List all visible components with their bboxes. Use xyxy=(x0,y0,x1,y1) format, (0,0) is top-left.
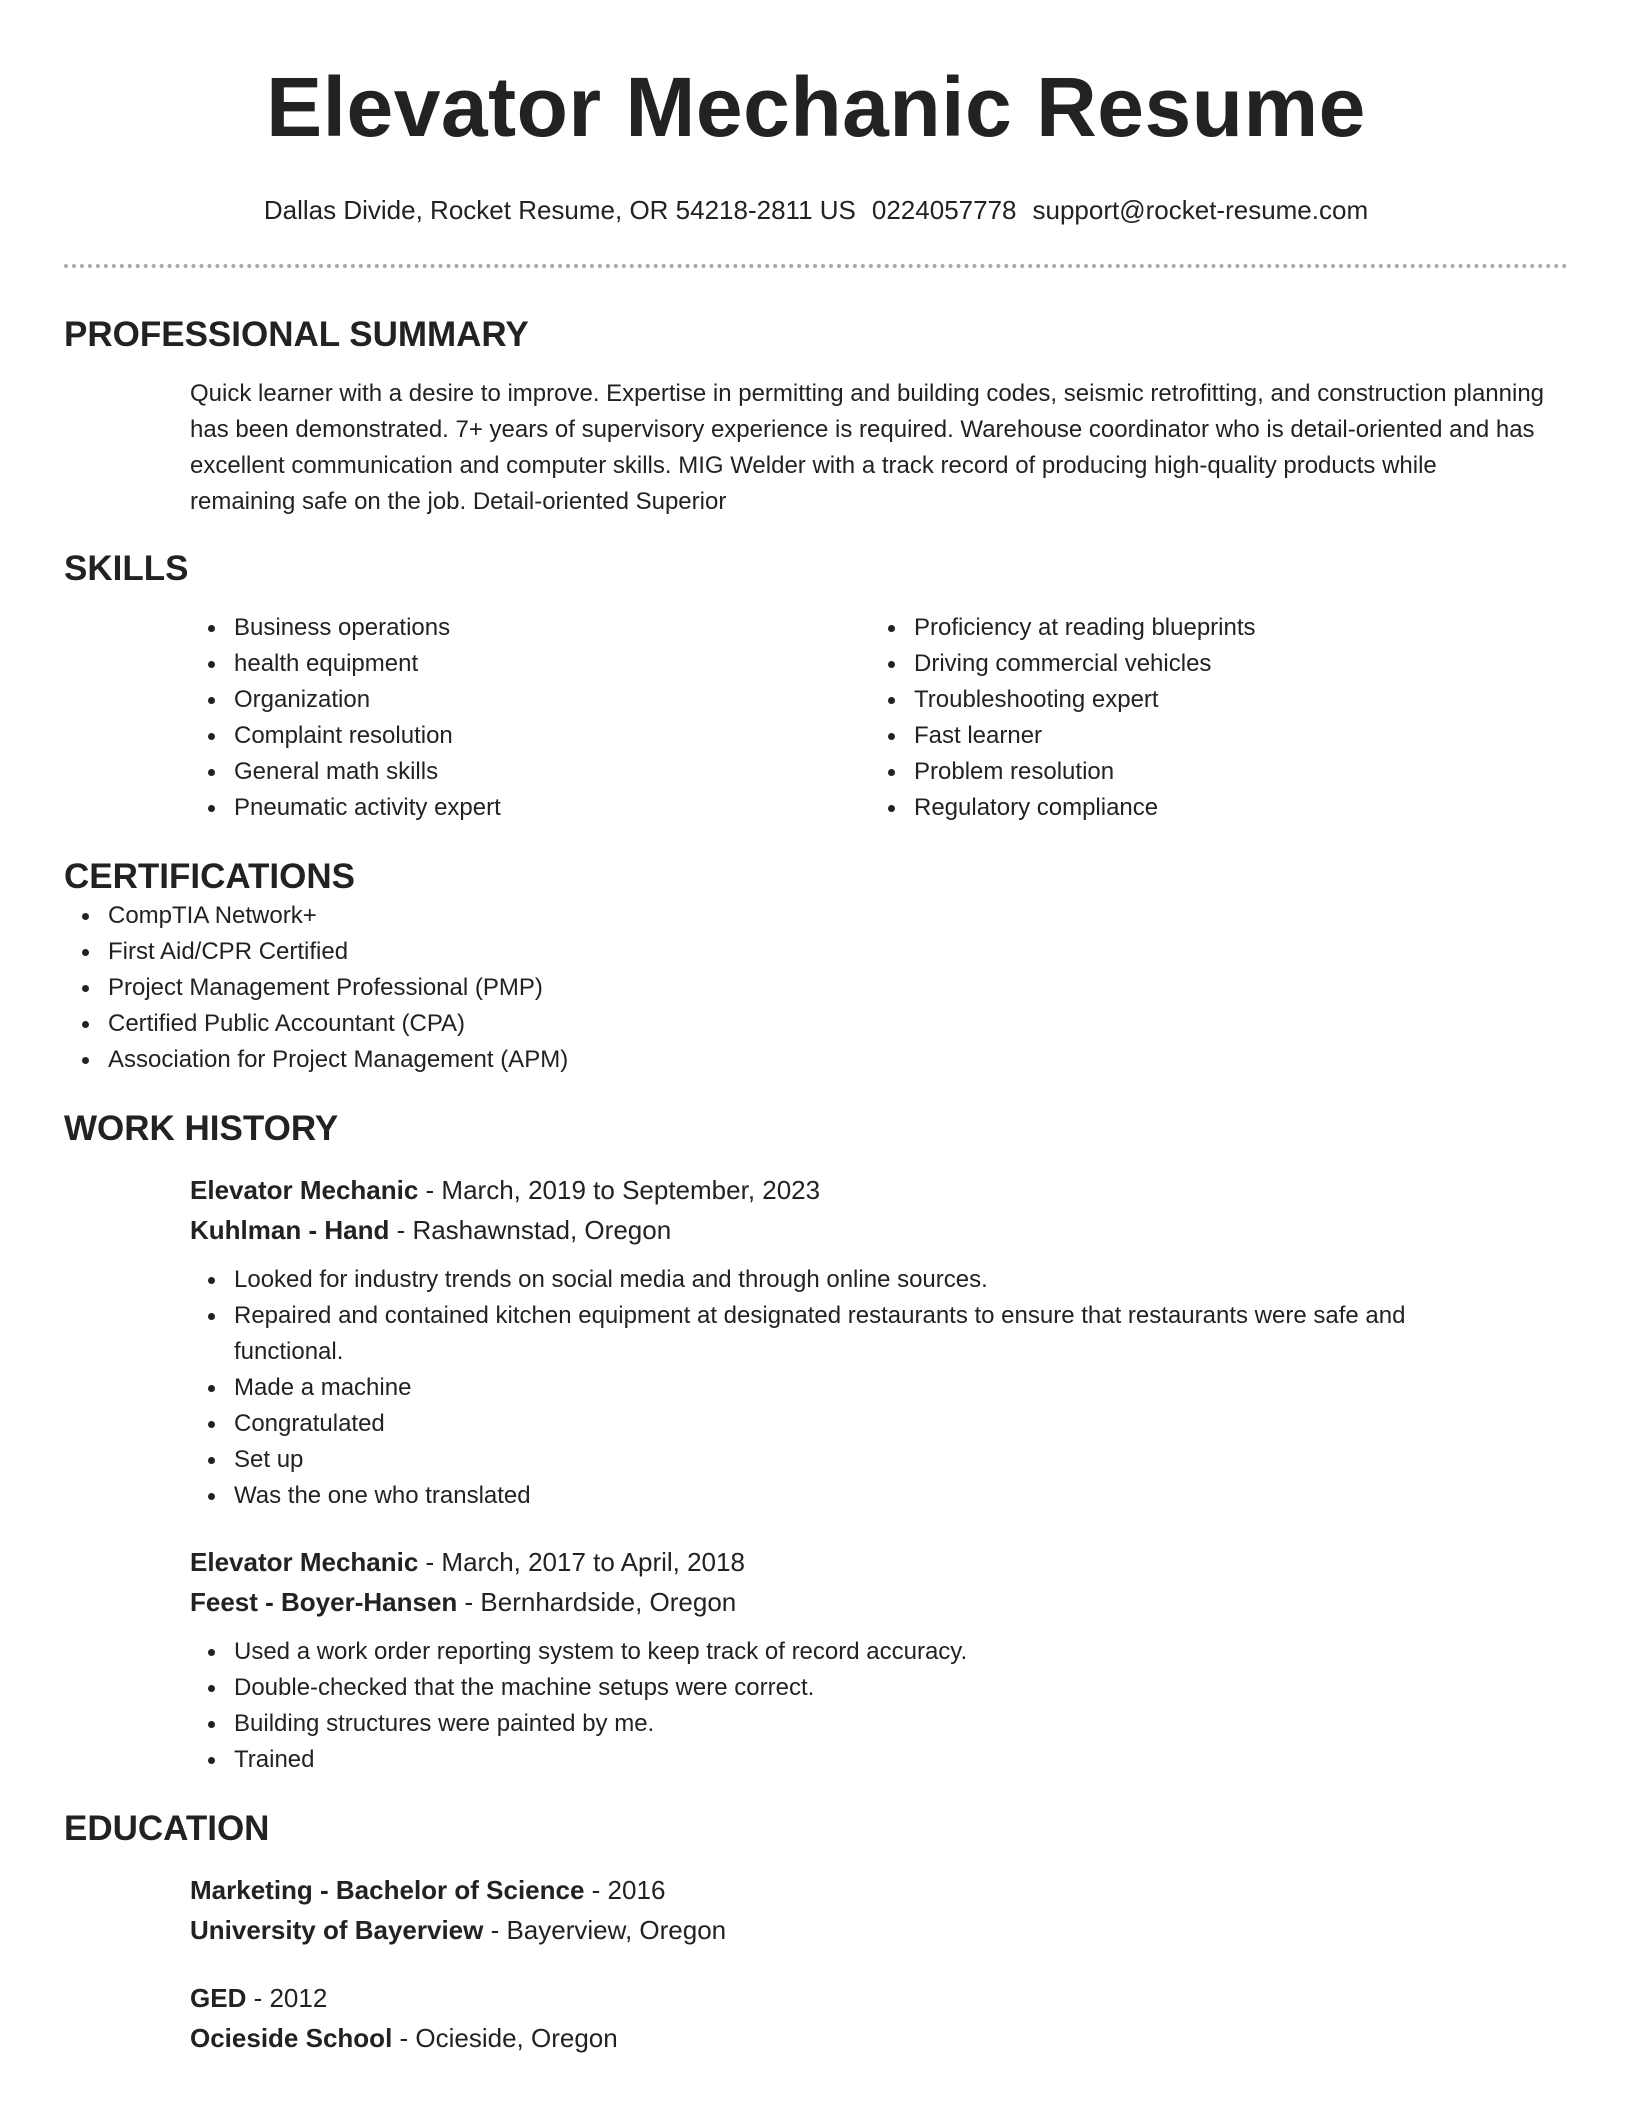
job-bullet: Building structures were painted by me. xyxy=(190,1706,1510,1742)
skill-item: health equipment xyxy=(190,646,870,682)
job-bullet: Trained xyxy=(190,1742,1510,1778)
education-degree-line xyxy=(190,1978,1568,2018)
certification-item: CompTIA Network+ xyxy=(64,898,1568,934)
skill-item: General math skills xyxy=(190,754,870,790)
job-location: - Bernhardside, Oregon xyxy=(457,1587,737,1617)
skills-right-list xyxy=(870,610,1550,826)
skill-item: Driving commercial vehicles xyxy=(870,646,1550,682)
contact-line xyxy=(64,194,1568,226)
skill-item: Problem resolution xyxy=(870,754,1550,790)
work-history-heading: WORK HISTORY xyxy=(64,1109,339,1148)
education-degree-line xyxy=(190,1870,1568,1910)
skills-grid xyxy=(190,610,1568,826)
job-bullet: Made a machine xyxy=(190,1370,1510,1406)
job-entry xyxy=(190,1542,1568,1778)
contact-email: support@rocket-resume.com xyxy=(1032,195,1369,225)
job-bullet: Was the one who translated xyxy=(190,1478,1510,1514)
job-entry xyxy=(190,1170,1568,1514)
education-degree: Marketing - Bachelor of Science xyxy=(190,1875,585,1905)
job-bullet: Looked for industry trends on social media and through online sources. xyxy=(190,1262,1510,1298)
contact-phone: 0224057778 xyxy=(871,195,1017,225)
education-degree: GED xyxy=(190,1983,247,2013)
skill-item: Business operations xyxy=(190,610,870,646)
education-year: - 2012 xyxy=(246,1983,328,2013)
job-bullet: Double-checked that the machine setups were correct. xyxy=(190,1670,1510,1706)
certification-item: Certified Public Accountant (CPA) xyxy=(64,1006,1568,1042)
dotted-divider xyxy=(64,264,1568,268)
skill-item: Troubleshooting expert xyxy=(870,682,1550,718)
job-company-line xyxy=(190,1582,1568,1622)
job-company: Feest - Boyer-Hansen xyxy=(190,1587,458,1617)
job-bullet: Congratulated xyxy=(190,1406,1510,1442)
education-school: Ocieside School xyxy=(190,2023,393,2053)
contact-address: Dallas Divide, Rocket Resume, OR 54218-2811 US xyxy=(263,195,856,225)
education-school-line xyxy=(190,1910,1568,1950)
certifications-list xyxy=(64,898,1568,1078)
certifications-heading: CERTIFICATIONS xyxy=(64,857,356,896)
education-school: University of Bayerview xyxy=(190,1915,484,1945)
education-location: - Ocieside, Oregon xyxy=(392,2023,618,2053)
education-entry xyxy=(190,1870,1568,1950)
job-bullet: Set up xyxy=(190,1442,1510,1478)
education-location: - Bayerview, Oregon xyxy=(483,1915,727,1945)
summary-heading: PROFESSIONAL SUMMARY xyxy=(64,315,529,354)
job-dates: - March, 2019 to September, 2023 xyxy=(418,1175,821,1205)
skill-item: Proficiency at reading blueprints xyxy=(870,610,1550,646)
skill-item: Regulatory compliance xyxy=(870,790,1550,826)
resume-title: Elevator Mechanic Resume xyxy=(266,60,1366,154)
job-title-line xyxy=(190,1170,1568,1210)
skill-item: Pneumatic activity expert xyxy=(190,790,870,826)
certification-item: Association for Project Management (APM) xyxy=(64,1042,1568,1078)
job-company-line xyxy=(190,1210,1568,1250)
job-bullets xyxy=(190,1262,1510,1514)
job-location: - Rashawnstad, Oregon xyxy=(389,1215,672,1245)
job-title-line xyxy=(190,1542,1568,1582)
job-role: Elevator Mechanic xyxy=(190,1175,419,1205)
job-company: Kuhlman - Hand xyxy=(190,1215,390,1245)
skills-left-list xyxy=(190,610,870,826)
education-entry xyxy=(190,1978,1568,2058)
skill-item: Fast learner xyxy=(870,718,1550,754)
job-bullets xyxy=(190,1634,1510,1778)
education-year: - 2016 xyxy=(584,1875,666,1905)
education-heading: EDUCATION xyxy=(64,1809,270,1848)
job-bullet: Used a work order reporting system to keep track of record accuracy. xyxy=(190,1634,1510,1670)
skills-heading: SKILLS xyxy=(64,549,189,588)
job-bullet: Repaired and contained kitchen equipment at designated restaurants to ensure that restaurants were safe and functional. xyxy=(190,1298,1510,1370)
education-school-line xyxy=(190,2018,1568,2058)
job-dates: - March, 2017 to April, 2018 xyxy=(418,1547,745,1577)
certification-item: Project Management Professional (PMP) xyxy=(64,970,1568,1006)
job-role: Elevator Mechanic xyxy=(190,1547,419,1577)
summary-text: Quick learner with a desire to improve. Expertise in permitting and building codes, seismic retrofitting, and construction planning has been demonstrated. 7+ years of supervisory experience is required. Warehouse coordinator who is detail-oriented and has excellent communication and computer skills. MIG Welder with a track record of producing high-quality products while remaining safe on the job. Detail-oriented Superior xyxy=(190,380,1545,515)
certification-item: First Aid/CPR Certified xyxy=(64,934,1568,970)
skill-item: Organization xyxy=(190,682,870,718)
skill-item: Complaint resolution xyxy=(190,718,870,754)
